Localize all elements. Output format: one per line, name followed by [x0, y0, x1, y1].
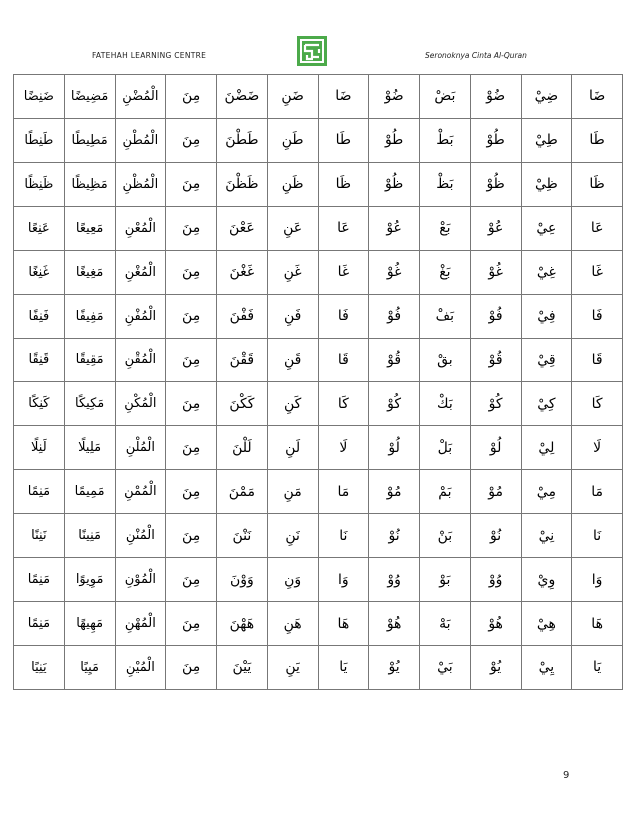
header-right-text: Seronoknya Cinta Al-Quran	[425, 51, 527, 60]
table-cell: بَكْ	[420, 382, 471, 426]
table-cell: بَوْ	[420, 558, 471, 602]
table-cell: عَعْنَ	[217, 206, 268, 250]
table-cell: فَنِ	[267, 294, 318, 338]
table-cell: نُوْ	[470, 514, 521, 558]
table-cell: طَا	[572, 118, 623, 162]
table-cell: مِنَ	[166, 382, 217, 426]
table-cell: مَهِيهًا	[64, 602, 115, 646]
table-cell: مَنِمًا	[14, 602, 65, 646]
table-cell: ظُوْ	[369, 162, 420, 206]
table-cell: مَغِيغًا	[64, 250, 115, 294]
table-cell: هَا	[318, 602, 369, 646]
page-header	[0, 36, 638, 66]
table-row	[14, 206, 623, 250]
table-cell: وِيْ	[521, 558, 572, 602]
table-cell: مَطِيطًا	[64, 118, 115, 162]
page-number: 9	[563, 770, 570, 781]
table-cell: كَا	[318, 382, 369, 426]
table-cell: ظَا	[572, 162, 623, 206]
table-cell: ضِيْ	[521, 75, 572, 119]
table-cell: لَنِ	[267, 426, 318, 470]
table-cell: فُوْ	[369, 294, 420, 338]
table-cell: فَنِفًا	[14, 294, 65, 338]
table-row	[14, 602, 623, 646]
table-cell: نَنِنًا	[14, 514, 65, 558]
table-cell: مَنِ	[267, 470, 318, 514]
table-cell: طَنِطًا	[14, 118, 65, 162]
table-cell: بَعْ	[420, 206, 471, 250]
table-cell: لَا	[318, 426, 369, 470]
table-cell: مَمِيمًا	[64, 470, 115, 514]
table-cell: هَنِ	[267, 602, 318, 646]
table-cell: غِيْ	[521, 250, 572, 294]
table-cell: يَيْنَ	[217, 645, 268, 689]
table-cell: فَا	[318, 294, 369, 338]
table-cell: مَفِيفًا	[64, 294, 115, 338]
table-cell: لِيْ	[521, 426, 572, 470]
table-row	[14, 426, 623, 470]
table-cell: فَا	[572, 294, 623, 338]
table-cell: يُوْ	[470, 645, 521, 689]
table-cell: مُوْ	[470, 470, 521, 514]
table-cell: نَنِ	[267, 514, 318, 558]
table-cell: بَلْ	[420, 426, 471, 470]
table-cell: طَا	[318, 118, 369, 162]
table-cell: ضَنِ	[267, 75, 318, 119]
table-cell: مِنَ	[166, 602, 217, 646]
table-cell: لَا	[572, 426, 623, 470]
table-cell: نُوْ	[369, 514, 420, 558]
table-cell: طَنِ	[267, 118, 318, 162]
table-cell: مِنَ	[166, 514, 217, 558]
table-row	[14, 558, 623, 602]
table-cell: مِنَ	[166, 338, 217, 382]
table-cell: بَضْ	[420, 75, 471, 119]
table-row	[14, 294, 623, 338]
table-cell: هَهْنَ	[217, 602, 268, 646]
table-cell: مَوِيوًا	[64, 558, 115, 602]
table-cell: يِيْ	[521, 645, 572, 689]
table-cell: مِنَ	[166, 118, 217, 162]
table-cell: الْمُغْنِ	[115, 250, 166, 294]
table-cell: ضُوْ	[470, 75, 521, 119]
table-cell: عُوْ	[369, 206, 420, 250]
table-cell: الْمُلْنِ	[115, 426, 166, 470]
table-cell: مَمْنَ	[217, 470, 268, 514]
table-cell: يَا	[318, 645, 369, 689]
table-cell: قَا	[572, 338, 623, 382]
table-cell: كُوْ	[369, 382, 420, 426]
table-cell: بَظْ	[420, 162, 471, 206]
table-cell: نَنْنَ	[217, 514, 268, 558]
table-cell: يَا	[572, 645, 623, 689]
table-cell: وُوْ	[369, 558, 420, 602]
table-cell: عُوْ	[470, 206, 521, 250]
table-cell: الْمُمْنِ	[115, 470, 166, 514]
table-row	[14, 250, 623, 294]
table-cell: لَلْنَ	[217, 426, 268, 470]
table-cell: الْمُضْنِ	[115, 75, 166, 119]
table-cell: بَغْ	[420, 250, 471, 294]
table-cell: كَكْنَ	[217, 382, 268, 426]
table-cell: فَفْنَ	[217, 294, 268, 338]
table-cell: كَا	[572, 382, 623, 426]
table-cell: غُوْ	[369, 250, 420, 294]
table-cell: ظَنِظًا	[14, 162, 65, 206]
table-cell: مِنَ	[166, 294, 217, 338]
table-cell: مِنَ	[166, 75, 217, 119]
header-left-text: FATEHAH LEARNING CENTRE	[92, 51, 207, 60]
table-cell: هِيْ	[521, 602, 572, 646]
table-cell: الْمُكْنِ	[115, 382, 166, 426]
table-cell: قَنِقًا	[14, 338, 65, 382]
table-cell: الْمُنْنِ	[115, 514, 166, 558]
table-cell: بَنْ	[420, 514, 471, 558]
hijaiyah-practice-table	[13, 74, 623, 690]
table-row	[14, 118, 623, 162]
table-cell: مِيْ	[521, 470, 572, 514]
table-cell: الْمُظْنِ	[115, 162, 166, 206]
table-cell: مَنِينًا	[64, 514, 115, 558]
table-cell: عِيْ	[521, 206, 572, 250]
table-cell: الْمُيْنِ	[115, 645, 166, 689]
table-cell: ظِيْ	[521, 162, 572, 206]
table-cell: مِنَ	[166, 162, 217, 206]
table-cell: ظَنِ	[267, 162, 318, 206]
table-cell: قَقْنَ	[217, 338, 268, 382]
table-cell: مُوْ	[369, 470, 420, 514]
table-cell: يَنِيًا	[14, 645, 65, 689]
table-cell: الْمُهْنِ	[115, 602, 166, 646]
table-cell: يُوْ	[369, 645, 420, 689]
table-cell: يَنِ	[267, 645, 318, 689]
table-cell: مِنَ	[166, 558, 217, 602]
table-row	[14, 470, 623, 514]
table-cell: لَنِلًا	[14, 426, 65, 470]
table-cell: وَوْنَ	[217, 558, 268, 602]
table-cell: قُوْ	[369, 338, 420, 382]
table-cell: هَا	[572, 602, 623, 646]
table-cell: هُوْ	[470, 602, 521, 646]
table-cell: قِيْ	[521, 338, 572, 382]
table-cell: عَا	[318, 206, 369, 250]
table-cell: مِنَ	[166, 470, 217, 514]
table-cell: مِنَ	[166, 645, 217, 689]
table-cell: ظَظْنَ	[217, 162, 268, 206]
table-cell: بَفْ	[420, 294, 471, 338]
table-row	[14, 162, 623, 206]
table-cell: نِيْ	[521, 514, 572, 558]
table-cell: مَكِيكًا	[64, 382, 115, 426]
table-cell: بَيْ	[420, 645, 471, 689]
table-cell: طُوْ	[369, 118, 420, 162]
table-cell: فِيْ	[521, 294, 572, 338]
table-cell: مَقِيقًا	[64, 338, 115, 382]
table-cell: مَضِيضًا	[64, 75, 115, 119]
table-cell: كَنِكًا	[14, 382, 65, 426]
table-cell: مِنَ	[166, 250, 217, 294]
table-cell: الْمُفْنِ	[115, 294, 166, 338]
table-row	[14, 382, 623, 426]
table-cell: كُوْ	[470, 382, 521, 426]
table-cell: بَطْ	[420, 118, 471, 162]
table-cell: مَنِمًا	[14, 558, 65, 602]
table-cell: وَنِ	[267, 558, 318, 602]
table-cell: مَلِيلًا	[64, 426, 115, 470]
table-cell: قَا	[318, 338, 369, 382]
table-cell: مَعِيعًا	[64, 206, 115, 250]
table-cell: بَمْ	[420, 470, 471, 514]
table-cell: قُوْ	[470, 338, 521, 382]
table-cell: ظَا	[318, 162, 369, 206]
table-cell: ضَضْنَ	[217, 75, 268, 119]
table-cell: مِنَ	[166, 426, 217, 470]
table-cell: وَا	[572, 558, 623, 602]
table-cell: غُوْ	[470, 250, 521, 294]
table-cell: الْمُقْنِ	[115, 338, 166, 382]
table-cell: غَا	[318, 250, 369, 294]
table-row	[14, 645, 623, 689]
table-cell: مَا	[318, 470, 369, 514]
table-cell: غَغْنَ	[217, 250, 268, 294]
table-cell: مَظِيظًا	[64, 162, 115, 206]
table-cell: بقْ	[420, 338, 471, 382]
table-cell: عَنِعًا	[14, 206, 65, 250]
table-cell: نَا	[318, 514, 369, 558]
table-cell: نَا	[572, 514, 623, 558]
table-cell: فُوْ	[470, 294, 521, 338]
table-cell: مِنَ	[166, 206, 217, 250]
table-cell: قَنِ	[267, 338, 318, 382]
table-cell: طُوْ	[470, 118, 521, 162]
table-row	[14, 514, 623, 558]
table-cell: وَا	[318, 558, 369, 602]
table-cell: وُوْ	[470, 558, 521, 602]
table-cell: عَنِ	[267, 206, 318, 250]
table-cell: لُوْ	[470, 426, 521, 470]
table-row	[14, 75, 623, 119]
table-cell: كَنِ	[267, 382, 318, 426]
table-cell: عَا	[572, 206, 623, 250]
calligraphy-logo-icon	[297, 36, 327, 66]
table-cell: طَطْنَ	[217, 118, 268, 162]
table-cell: بَهْ	[420, 602, 471, 646]
table-cell: مَنِمًا	[14, 470, 65, 514]
table-cell: طِيْ	[521, 118, 572, 162]
table-cell: الْمُعْنِ	[115, 206, 166, 250]
table-cell: لُوْ	[369, 426, 420, 470]
table-cell: غَنِ	[267, 250, 318, 294]
table-cell: غَا	[572, 250, 623, 294]
table-cell: مَا	[572, 470, 623, 514]
table-cell: مَيِيًا	[64, 645, 115, 689]
table-cell: الْمُوْنِ	[115, 558, 166, 602]
table-cell: كِيْ	[521, 382, 572, 426]
table-cell: ضَا	[318, 75, 369, 119]
table-cell: ظُوْ	[470, 162, 521, 206]
table-cell: ضُوْ	[369, 75, 420, 119]
table-cell: ضَا	[572, 75, 623, 119]
table-cell: هُوْ	[369, 602, 420, 646]
table-cell: الْمُطْنِ	[115, 118, 166, 162]
table-cell: غَنِغًا	[14, 250, 65, 294]
table-cell: ضَنِضًا	[14, 75, 65, 119]
table-row	[14, 338, 623, 382]
